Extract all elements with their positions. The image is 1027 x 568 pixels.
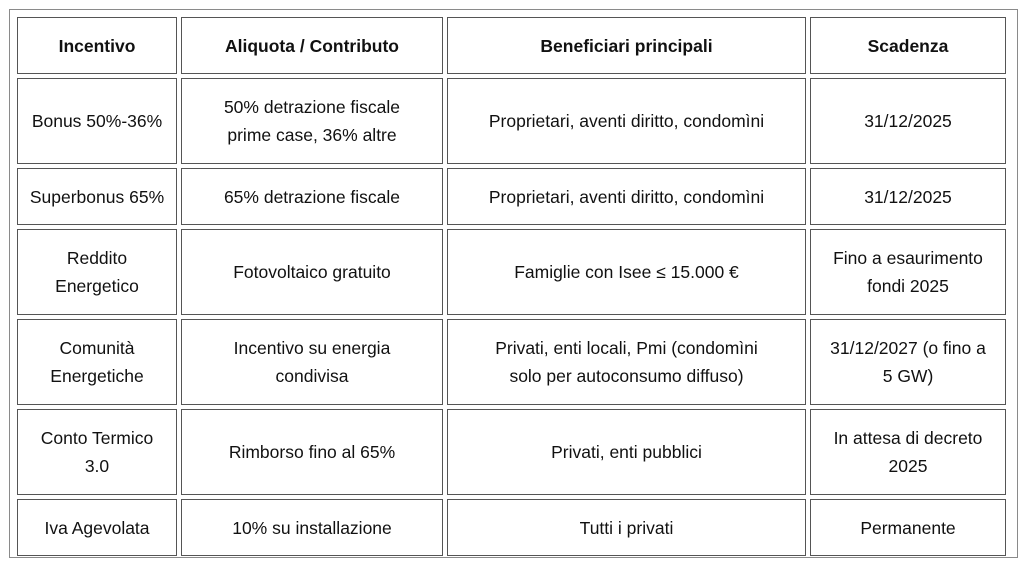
incentives-table: [13, 13, 1010, 560]
header-scadenza: Scadenza: [810, 17, 1006, 74]
cell-beneficiari: Proprietari, aventi diritto, condomìni: [447, 78, 806, 164]
cell-scadenza: 31/12/2025: [810, 78, 1006, 164]
cell-incentivo: Iva Agevolata: [17, 499, 177, 556]
cell-beneficiari: Famiglie con Isee ≤ 15.000 €: [447, 229, 806, 315]
table-header-row: [17, 17, 1006, 74]
cell-incentivo: Comunità Energetiche: [17, 319, 177, 405]
cell-aliquota: 10% su installazione: [181, 499, 443, 556]
cell-incentivo: Superbonus 65%: [17, 168, 177, 225]
cell-incentivo: Reddito Energetico: [17, 229, 177, 315]
cell-aliquota: 50% detrazione fiscale prime case, 36% altre: [181, 78, 443, 164]
cell-scadenza: Permanente: [810, 499, 1006, 556]
cell-aliquota: Rimborso fino al 65%: [181, 409, 443, 495]
table-row: [17, 229, 1006, 315]
cell-beneficiari: Proprietari, aventi diritto, condomìni: [447, 168, 806, 225]
table-row: [17, 499, 1006, 556]
cell-scadenza: 31/12/2025: [810, 168, 1006, 225]
cell-beneficiari: Privati, enti pubblici: [447, 409, 806, 495]
table-row: [17, 168, 1006, 225]
cell-scadenza: 31/12/2027 (o fino a 5 GW): [810, 319, 1006, 405]
cell-aliquota: Fotovoltaico gratuito: [181, 229, 443, 315]
cell-incentivo: Bonus 50%-36%: [17, 78, 177, 164]
cell-scadenza: In attesa di decreto 2025: [810, 409, 1006, 495]
table-row: [17, 409, 1006, 495]
cell-aliquota: Incentivo su energia condivisa: [181, 319, 443, 405]
table-row: [17, 319, 1006, 405]
table-row: [17, 78, 1006, 164]
cell-beneficiari: Privati, enti locali, Pmi (condomìni solo per autoconsumo diffuso): [447, 319, 806, 405]
header-beneficiari: Beneficiari principali: [447, 17, 806, 74]
cell-scadenza: Fino a esaurimento fondi 2025: [810, 229, 1006, 315]
header-incentivo: Incentivo: [17, 17, 177, 74]
cell-incentivo: Conto Termico 3.0: [17, 409, 177, 495]
cell-aliquota: 65% detrazione fiscale: [181, 168, 443, 225]
cell-beneficiari: Tutti i privati: [447, 499, 806, 556]
header-aliquota: Aliquota / Contributo: [181, 17, 443, 74]
